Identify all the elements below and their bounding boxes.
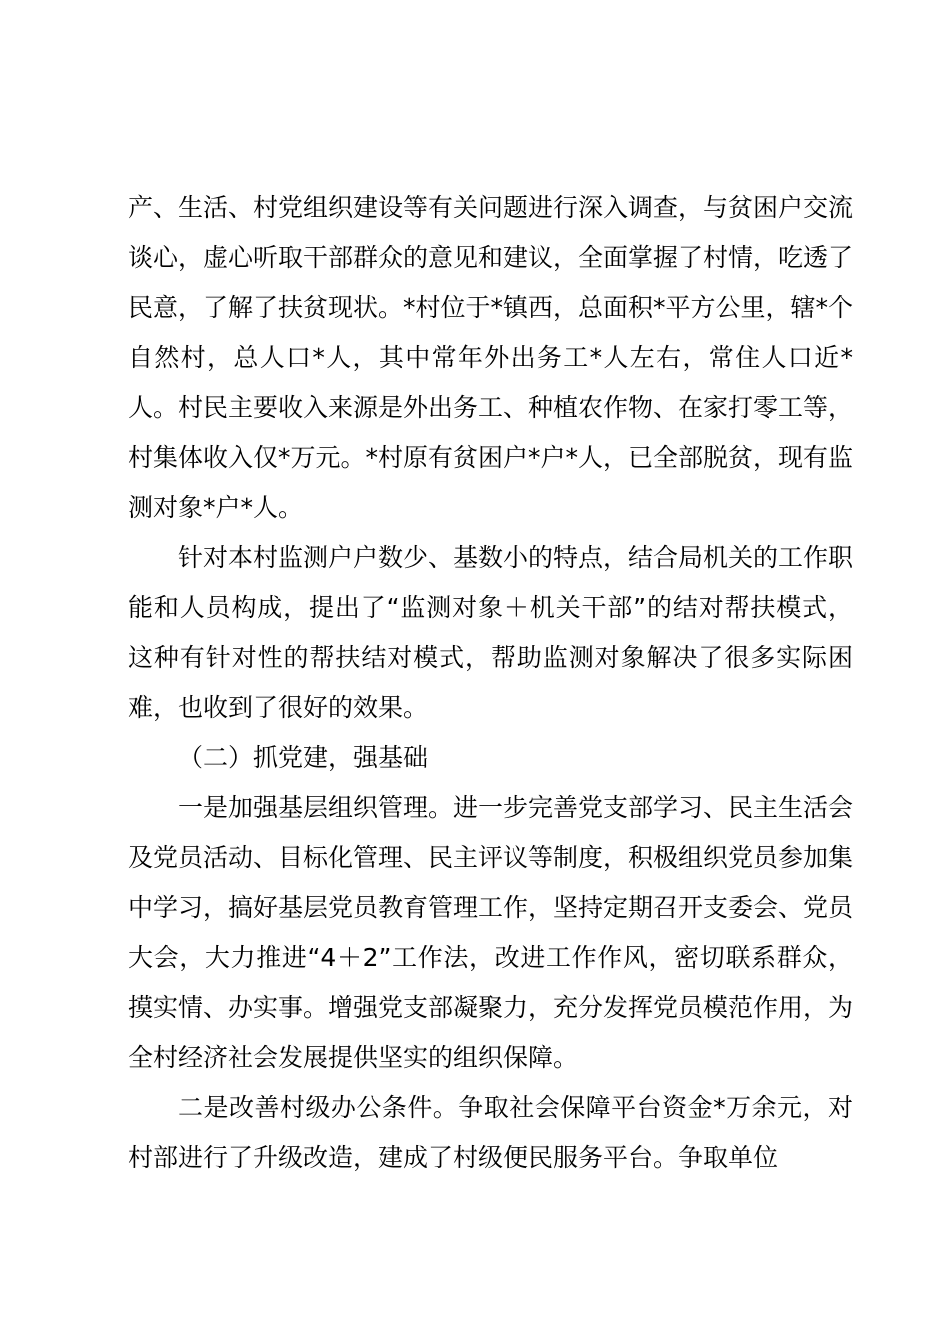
paragraph-organization-management: 一是加强基层组织管理。进一步完善党支部学习、民主生活会及党员活动、目标化管理、民主评议等制度，积极组织党员参加集中学习，搞好基层党员教育管理工作，坚持定期召开支委会、党员大会，大力推进“4＋2”工作法，改进工作作风，密切联系群众，摸实情、办实事。增强党支部凝聚力，充分发挥党员模范作用，为全村经济社会发展提供坚实的组织保障。 — [128, 793, 854, 1072]
paragraph-continuation: 产、生活、村党组织建设等有关问题进行深入调查，与贫困户交流谈心，虚心听取干部群众的意见和建议，全面掌握了村情，吃透了民意，了解了扶贫现状。*村位于*镇西，总面积*平方公里，辖*个自然村，总人口*人，其中常年外出务工*人左右，常住人口近*人。村民主要收入来源是外出务工、种植农作物、在家打零工等，村集体收入仅*万元。*村原有贫困户*户*人，已全部脱贫，现有监测对象*户*人。 — [128, 193, 854, 522]
document-page — [128, 183, 853, 1183]
paragraph-office-conditions: 二是改善村级办公条件。争取社会保障平台资金*万余元，对村部进行了升级改造，建成了村级便民服务平台。争取单位 — [128, 1093, 853, 1172]
section-heading: （二）抓党建，强基础 — [178, 743, 429, 772]
paragraph-pairing-model: 针对本村监测户户数少、基数小的特点，结合局机关的工作职能和人员构成，提出了“监测对象＋机关干部”的结对帮扶模式，这种有针对性的帮扶结对模式，帮助监测对象解决了很多实际困难，也收到了很好的效果。 — [128, 543, 854, 722]
